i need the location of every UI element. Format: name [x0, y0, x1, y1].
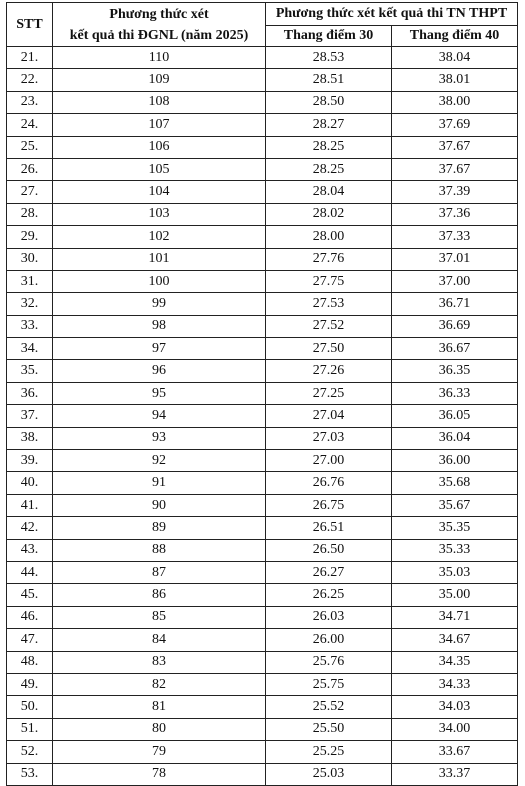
table-row	[7, 226, 518, 248]
cell-stt: 34.	[7, 338, 53, 360]
table-row	[7, 114, 518, 136]
cell-score-30: 28.02	[266, 203, 392, 225]
cell-stt: 24.	[7, 114, 53, 136]
table-row	[7, 69, 518, 91]
cell-dgnl: 87	[53, 561, 266, 583]
header-scale-40: Thang điểm 40	[392, 26, 518, 47]
table-row	[7, 91, 518, 113]
cell-score-40: 34.33	[392, 673, 518, 695]
cell-dgnl: 101	[53, 248, 266, 270]
cell-score-30: 26.25	[266, 584, 392, 606]
cell-score-30: 27.75	[266, 270, 392, 292]
cell-score-40: 37.39	[392, 181, 518, 203]
cell-score-30: 27.25	[266, 382, 392, 404]
cell-score-30: 26.50	[266, 539, 392, 561]
cell-score-30: 26.03	[266, 606, 392, 628]
cell-stt: 27.	[7, 181, 53, 203]
cell-score-30: 25.52	[266, 696, 392, 718]
cell-score-40: 37.00	[392, 270, 518, 292]
cell-dgnl: 95	[53, 382, 266, 404]
cell-stt: 32.	[7, 293, 53, 315]
cell-score-40: 37.36	[392, 203, 518, 225]
cell-score-30: 26.27	[266, 561, 392, 583]
cell-score-30: 25.25	[266, 741, 392, 763]
cell-dgnl: 89	[53, 517, 266, 539]
table-row	[7, 606, 518, 628]
cell-score-30: 27.00	[266, 450, 392, 472]
cell-score-40: 37.67	[392, 158, 518, 180]
cell-stt: 33.	[7, 315, 53, 337]
table-row	[7, 203, 518, 225]
cell-dgnl: 109	[53, 69, 266, 91]
cell-score-40: 36.00	[392, 450, 518, 472]
cell-score-30: 28.04	[266, 181, 392, 203]
cell-dgnl: 105	[53, 158, 266, 180]
cell-score-40: 37.69	[392, 114, 518, 136]
cell-score-30: 25.50	[266, 718, 392, 740]
header-row-top	[7, 3, 518, 26]
table-body	[7, 47, 518, 786]
cell-stt: 31.	[7, 270, 53, 292]
cell-score-40: 33.67	[392, 741, 518, 763]
score-conversion-table	[6, 2, 518, 786]
cell-score-30: 28.53	[266, 47, 392, 69]
table-row	[7, 427, 518, 449]
cell-stt: 22.	[7, 69, 53, 91]
header-thpt: Phương thức xét kết quả thi TN THPT	[266, 3, 518, 26]
cell-score-30: 27.53	[266, 293, 392, 315]
cell-score-30: 27.04	[266, 405, 392, 427]
table-row	[7, 158, 518, 180]
cell-dgnl: 96	[53, 360, 266, 382]
header-dgnl	[53, 3, 266, 47]
table-row	[7, 696, 518, 718]
cell-dgnl: 85	[53, 606, 266, 628]
cell-stt: 42.	[7, 517, 53, 539]
cell-dgnl: 91	[53, 472, 266, 494]
cell-score-40: 36.69	[392, 315, 518, 337]
cell-score-30: 28.51	[266, 69, 392, 91]
cell-score-40: 38.01	[392, 69, 518, 91]
table-row	[7, 47, 518, 69]
table-row	[7, 450, 518, 472]
cell-dgnl: 104	[53, 181, 266, 203]
cell-dgnl: 94	[53, 405, 266, 427]
cell-dgnl: 107	[53, 114, 266, 136]
cell-score-40: 35.03	[392, 561, 518, 583]
cell-score-30: 27.26	[266, 360, 392, 382]
cell-score-30: 27.03	[266, 427, 392, 449]
cell-dgnl: 97	[53, 338, 266, 360]
cell-score-30: 28.27	[266, 114, 392, 136]
cell-score-40: 33.37	[392, 763, 518, 785]
table-row	[7, 651, 518, 673]
cell-score-40: 36.71	[392, 293, 518, 315]
header-dgnl-line1: Phương thức xét	[109, 6, 209, 22]
cell-score-40: 35.68	[392, 472, 518, 494]
table-row	[7, 360, 518, 382]
cell-stt: 44.	[7, 561, 53, 583]
cell-stt: 41.	[7, 494, 53, 516]
table-row	[7, 248, 518, 270]
cell-dgnl: 98	[53, 315, 266, 337]
cell-score-40: 35.67	[392, 494, 518, 516]
cell-score-40: 36.67	[392, 338, 518, 360]
cell-score-40: 34.03	[392, 696, 518, 718]
table-row	[7, 382, 518, 404]
cell-stt: 23.	[7, 91, 53, 113]
cell-score-40: 37.33	[392, 226, 518, 248]
table-row	[7, 584, 518, 606]
cell-stt: 40.	[7, 472, 53, 494]
cell-score-40: 36.35	[392, 360, 518, 382]
table-row	[7, 472, 518, 494]
table-row	[7, 315, 518, 337]
cell-stt: 30.	[7, 248, 53, 270]
table-row	[7, 741, 518, 763]
table-row	[7, 270, 518, 292]
cell-dgnl: 92	[53, 450, 266, 472]
cell-score-40: 36.04	[392, 427, 518, 449]
table-row	[7, 763, 518, 785]
cell-score-30: 27.50	[266, 338, 392, 360]
cell-stt: 36.	[7, 382, 53, 404]
cell-dgnl: 102	[53, 226, 266, 248]
cell-stt: 45.	[7, 584, 53, 606]
cell-score-40: 35.33	[392, 539, 518, 561]
cell-stt: 25.	[7, 136, 53, 158]
table-row	[7, 293, 518, 315]
cell-score-30: 28.00	[266, 226, 392, 248]
cell-dgnl: 84	[53, 629, 266, 651]
table-row	[7, 629, 518, 651]
cell-score-40: 38.04	[392, 47, 518, 69]
cell-dgnl: 82	[53, 673, 266, 695]
cell-dgnl: 86	[53, 584, 266, 606]
cell-stt: 47.	[7, 629, 53, 651]
cell-score-40: 34.67	[392, 629, 518, 651]
cell-dgnl: 80	[53, 718, 266, 740]
cell-stt: 29.	[7, 226, 53, 248]
table-row	[7, 561, 518, 583]
table-row	[7, 338, 518, 360]
cell-score-40: 34.00	[392, 718, 518, 740]
cell-score-30: 25.76	[266, 651, 392, 673]
cell-score-30: 26.75	[266, 494, 392, 516]
cell-dgnl: 93	[53, 427, 266, 449]
cell-dgnl: 90	[53, 494, 266, 516]
cell-stt: 46.	[7, 606, 53, 628]
cell-score-30: 25.03	[266, 763, 392, 785]
cell-score-30: 27.76	[266, 248, 392, 270]
cell-dgnl: 81	[53, 696, 266, 718]
cell-score-30: 28.25	[266, 136, 392, 158]
cell-stt: 38.	[7, 427, 53, 449]
cell-score-30: 28.50	[266, 91, 392, 113]
cell-stt: 35.	[7, 360, 53, 382]
cell-stt: 49.	[7, 673, 53, 695]
cell-score-30: 28.25	[266, 158, 392, 180]
cell-dgnl: 78	[53, 763, 266, 785]
table-row	[7, 181, 518, 203]
cell-score-30: 27.52	[266, 315, 392, 337]
header-stt: STT	[7, 3, 53, 47]
table-row	[7, 539, 518, 561]
cell-score-30: 25.75	[266, 673, 392, 695]
cell-score-40: 35.35	[392, 517, 518, 539]
cell-score-30: 26.51	[266, 517, 392, 539]
table-row	[7, 405, 518, 427]
cell-score-40: 34.35	[392, 651, 518, 673]
cell-stt: 48.	[7, 651, 53, 673]
cell-dgnl: 110	[53, 47, 266, 69]
cell-dgnl: 79	[53, 741, 266, 763]
cell-score-40: 36.33	[392, 382, 518, 404]
table-row	[7, 673, 518, 695]
cell-score-40: 34.71	[392, 606, 518, 628]
header-dgnl-line2: kết quả thi ĐGNL (năm 2025)	[69, 27, 249, 43]
cell-stt: 37.	[7, 405, 53, 427]
cell-dgnl: 100	[53, 270, 266, 292]
cell-score-30: 26.00	[266, 629, 392, 651]
cell-score-40: 38.00	[392, 91, 518, 113]
cell-stt: 28.	[7, 203, 53, 225]
cell-dgnl: 88	[53, 539, 266, 561]
cell-score-40: 36.05	[392, 405, 518, 427]
cell-score-30: 26.76	[266, 472, 392, 494]
cell-stt: 53.	[7, 763, 53, 785]
cell-dgnl: 103	[53, 203, 266, 225]
cell-stt: 51.	[7, 718, 53, 740]
cell-score-40: 37.01	[392, 248, 518, 270]
cell-dgnl: 106	[53, 136, 266, 158]
table-row	[7, 517, 518, 539]
cell-stt: 43.	[7, 539, 53, 561]
cell-dgnl: 83	[53, 651, 266, 673]
table-row	[7, 494, 518, 516]
cell-stt: 50.	[7, 696, 53, 718]
header-scale-30: Thang điểm 30	[266, 26, 392, 47]
table-row	[7, 718, 518, 740]
cell-stt: 26.	[7, 158, 53, 180]
table-row	[7, 136, 518, 158]
cell-stt: 21.	[7, 47, 53, 69]
table-header	[7, 3, 518, 47]
cell-score-40: 35.00	[392, 584, 518, 606]
cell-dgnl: 99	[53, 293, 266, 315]
cell-dgnl: 108	[53, 91, 266, 113]
cell-score-40: 37.67	[392, 136, 518, 158]
cell-stt: 39.	[7, 450, 53, 472]
cell-stt: 52.	[7, 741, 53, 763]
